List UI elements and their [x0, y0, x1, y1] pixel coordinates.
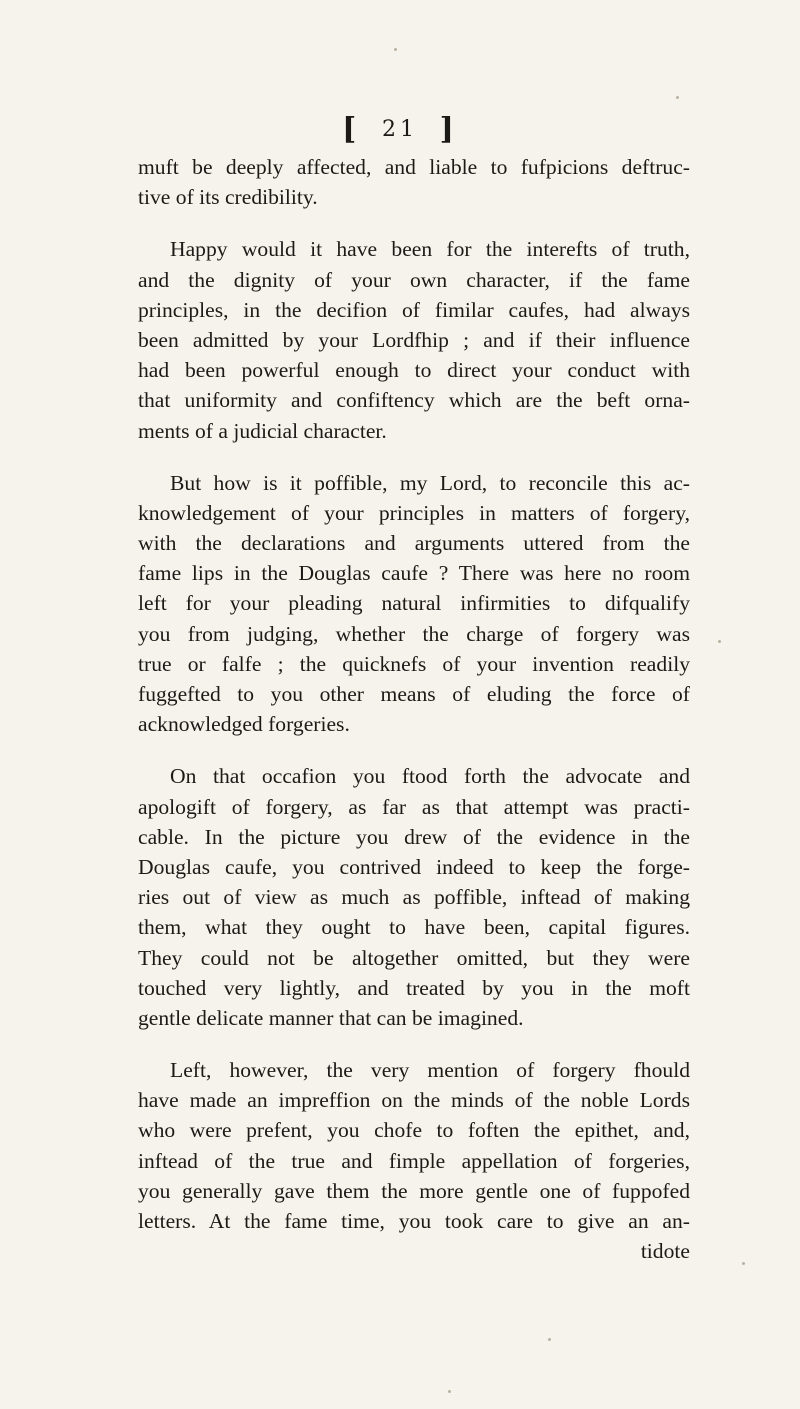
text-line: gentle delicate manner that can be imagined. [138, 1005, 524, 1030]
paper-speck [718, 640, 721, 643]
header-left-bracket: [ [342, 112, 361, 147]
paragraph [138, 1055, 690, 1236]
text-line: knowledgement of your principles in matters of forgery, [138, 500, 690, 525]
text-line: cable. In the picture you drew of the evidence in the [138, 824, 690, 849]
text-line: true or falfe ; the quicknefs of your invention readily [138, 651, 690, 676]
text-line: with the declarations and arguments uttered from the [138, 531, 690, 556]
text-line: inftead of the true and fimple appellation of forgeries, [138, 1148, 690, 1173]
text-line: They could not be altogether omitted, but they were [138, 945, 690, 970]
paper-speck [676, 96, 679, 99]
paper-speck [448, 1390, 451, 1393]
text-line: Left, however, the very mention of forgery fhould [170, 1058, 690, 1083]
text-line: Happy would it have been for the interefts of truth, [170, 237, 690, 262]
text-line: muft be deeply affected, and liable to fufpicions deftruc- [138, 155, 690, 179]
paragraph [138, 761, 690, 1033]
text-line: But how is it poffible, my Lord, to reconcile this ac- [170, 470, 690, 495]
header-right-bracket: ] [439, 112, 458, 147]
text-line: On that occafion you ftood forth the advocate and [170, 764, 690, 789]
text-line: acknowledged forgeries. [138, 712, 350, 737]
text-line: you generally gave them the more gentle one of fuppofed [138, 1178, 690, 1203]
catchword: tidote [640, 1239, 690, 1264]
text-line: you from judging, whether the charge of forgery was [138, 621, 690, 646]
text-line: touched very lightly, and treated by you in the moft [138, 975, 690, 1000]
text-line: apologift of forgery, as far as that attempt was practi- [138, 794, 690, 819]
paper-speck [742, 1262, 745, 1265]
text-line: tive of its credibility. [138, 185, 318, 210]
text-line: and the dignity of your own character, if the fame [138, 267, 690, 292]
text-line: been admitted by your Lordfhip ; and if their influence [138, 327, 690, 352]
paragraph [138, 234, 690, 445]
paper-speck [548, 1338, 551, 1341]
paragraph [138, 152, 690, 212]
text-line: fuggefted to you other means of eluding the force of [138, 682, 690, 706]
text-line: letters. At the fame time, you took care to give an an- [138, 1209, 690, 1233]
page-header [0, 112, 800, 147]
text-line: have made an impreffion on the minds of the noble Lords [138, 1088, 690, 1113]
body-text [138, 152, 690, 1266]
text-line: ries out of view as much as poffible, inftead of making [138, 885, 690, 910]
text-line: had been powerful enough to direct your conduct with [138, 358, 690, 383]
text-line: that uniformity and confiftency which are the beft orna- [138, 388, 690, 413]
text-line: ments of a judicial character. [138, 418, 387, 443]
text-line: who were prefent, you chofe to foften the epithet, and, [138, 1118, 690, 1143]
page-number: 21 [382, 117, 418, 142]
text-line: Douglas caufe, you contrived indeed to keep the forge- [138, 854, 690, 879]
paragraph [138, 468, 690, 740]
text-line: principles, in the decifion of fimilar caufes, had always [138, 297, 690, 322]
paper-speck [394, 48, 397, 51]
text-line: them, what they ought to have been, capital figures. [138, 915, 690, 940]
text-line: left for your pleading natural infirmities to difqualify [138, 591, 690, 616]
text-line: fame lips in the Douglas caufe ? There was here no room [138, 561, 690, 586]
